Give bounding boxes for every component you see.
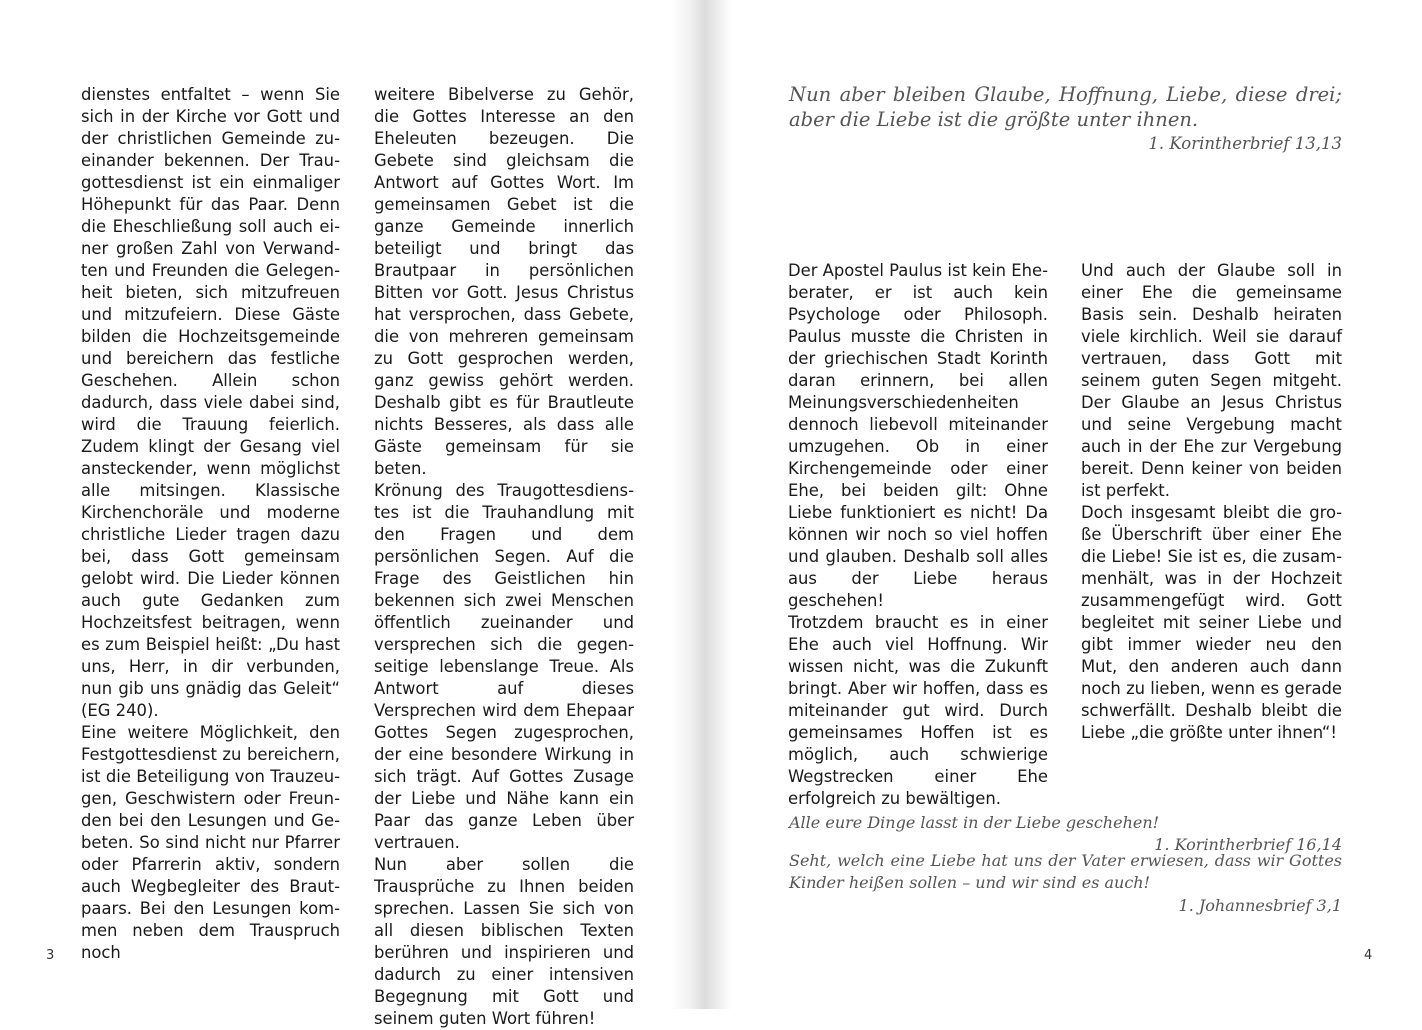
page-number-left: 3 xyxy=(46,948,55,963)
paragraph: Eine weitere Möglichkeit, den Festgottesdienst zu bereichern, ist die Beteiligung von Trauzeugen, Geschwistern oder Freunden bei den Lesungen und Gebeten. So sind nicht nur Pfarrer oder Pfarrerin aktiv, sondern auch Wegbegleiter des Brautpaars. Bei den Lesungen kommen neben dem Trauspruch noch xyxy=(81,723,340,962)
quote-text: Nun aber bleiben Glaube, Hoffnung, Liebe, diese drei; aber die Liebe ist die größte unter ihnen. xyxy=(789,83,1342,131)
paragraph: Krönung des Traugottesdienstes ist die Trauhandlung mit den Fragen und dem persönlichen Segen. Auf die Frage des Geistlichen hin bekennen sich zwei Menschen öffentlich zueinander und versprechen sich die gegenseitige lebenslange Treue. Als Antwort auf dieses Versprechen wird dem Ehepaar Gottes Segen zugesprochen, der eine besondere Wirkung in sich trägt. Auf Gottes Zusage der Liebe und Nähe kann ein Paar das ganze Leben über vertrauen. xyxy=(374,481,634,852)
bible-quote-bottom xyxy=(789,850,1342,918)
paragraph: Und auch der Glaube soll in einer Ehe die gemeinsame Basis sein. Deshalb heiraten viele kirchlich. Weil sie darauf vertrauen, dass Gott mit seinem guten Segen mitgeht. Der Glaube an Jesus Christus und seine Vergebung macht auch in der Ehe zur Vergebung bereit. Denn keiner von beiden ist perfekt. xyxy=(1081,261,1342,500)
bible-quote-top xyxy=(789,82,1342,156)
quote-reference: 1. Korintherbrief 16,14 xyxy=(1154,835,1342,854)
left-page xyxy=(0,0,700,1028)
paragraph: Doch insgesamt bleibt die große Überschrift über einer Ehe die Liebe! Sie ist es, die zusammenhält, was in der Hochzeit zusammengefügt wird. Gott begleitet mit seiner Liebe und gibt immer wieder neu den Mut, den anderen auch dann noch zu lieben, wenn es gerade schwerfällt. Deshalb bleibt die Liebe „die größte unter ihnen“! xyxy=(1081,503,1342,742)
quote-text: Alle eure Dinge lasst in der Liebe geschehen! xyxy=(789,813,1160,832)
quote-text: Seht, welch eine Liebe hat uns der Vater erwiesen, dass wir Gottes Kinder heißen sollen – und wir sind es auch! xyxy=(789,851,1342,892)
text-column-1 xyxy=(81,84,340,964)
paragraph: dienstes entfaltet – wenn Sie sich in der Kirche vor Gott und der christlichen Gemeinde zueinander bekennen. Der Traugottesdienst ist ein einmaliger Höhepunkt für das Paar. Denn die Eheschließung soll auch einer großen Zahl von Verwandten und Freunden die Gelegenheit bieten, sich mitzufreuen und mitzufeiern. Diese Gäste bilden die Hochzeitsgemeinde und bereichern das festliche Geschehen. Allein schon dadurch, dass viele dabei sind, wird die Trauung feierlich. Zudem klingt der Gesang viel ansteckender, wenn möglichst alle mitsingen. Klassische Kirchenchoräle und moderne christliche Lieder tragen dazu bei, dass Gott gemeinsam gelobt wird. Die Lieder können auch gute Gedanken zum Hochzeitsfest beitragen, wenn es zum Beispiel heißt: „Du hast uns, Herr, in dir verbunden, nun gib uns gnädig das Geleit“ (EG 240). xyxy=(81,85,340,720)
page-number-right: 4 xyxy=(1364,948,1373,963)
text-column-3 xyxy=(788,260,1048,810)
text-column-4 xyxy=(1081,260,1342,744)
quote-reference: 1. Johannesbrief 3,1 xyxy=(1178,896,1342,915)
paragraph: Nun aber sollen die Trausprüche zu Ihnen beiden sprechen. Lassen Sie sich von all diesen biblischen Texten berühren und inspirieren und dadurch zu einer intensiven Begegnung mit Gott und seinem guten Wort führen! xyxy=(374,855,634,1028)
paragraph: Trotzdem braucht es in einer Ehe auch viel Hoffnung. Wir wissen nicht, was die Zukunft bringt. Aber wir hoffen, dass es miteinander gut wird. Durch gemeinsames Hoffen ist es möglich, auch schwierige Wegstrecken einer Ehe erfolgreich zu bewältigen. xyxy=(788,613,1048,808)
text-column-2 xyxy=(374,84,634,1030)
quote-reference: 1. Korintherbrief 13,13 xyxy=(1148,134,1342,153)
paragraph: Der Apostel Paulus ist kein Eheberater, er ist auch kein Psychologe oder Philosoph. Paulus musste die Christen in der griechischen Stadt Korinth daran erinnern, bei allen Meinungsverschiedenheiten dennoch liebevoll miteinander umzugehen. Ob in einer Kirchengemeinde oder einer Ehe, bei beiden gilt: Ohne Liebe funktioniert es nicht! Da können wir noch so viel hoffen und glauben. Deshalb soll alles aus der Liebe heraus geschehen! xyxy=(788,261,1049,610)
paragraph: weitere Bibelverse zu Gehör, die Gottes Interesse an den Eheleuten bezeugen. Die Gebete sind gleichsam die Antwort auf Gottes Wort. Im gemeinsamen Gebet ist die ganze Gemeinde innerlich beteiligt und bringt das Brautpaar in persönlichen Bitten vor Gott. Jesus Christus hat versprochen, dass Gebete, die von mehreren gemeinsam zu Gott gesprochen werden, ganz gewiss gehört werden. Deshalb gibt es für Brautleute nichts Besseres, als dass alle Gäste gemeinsam für sie beten. xyxy=(374,85,634,478)
